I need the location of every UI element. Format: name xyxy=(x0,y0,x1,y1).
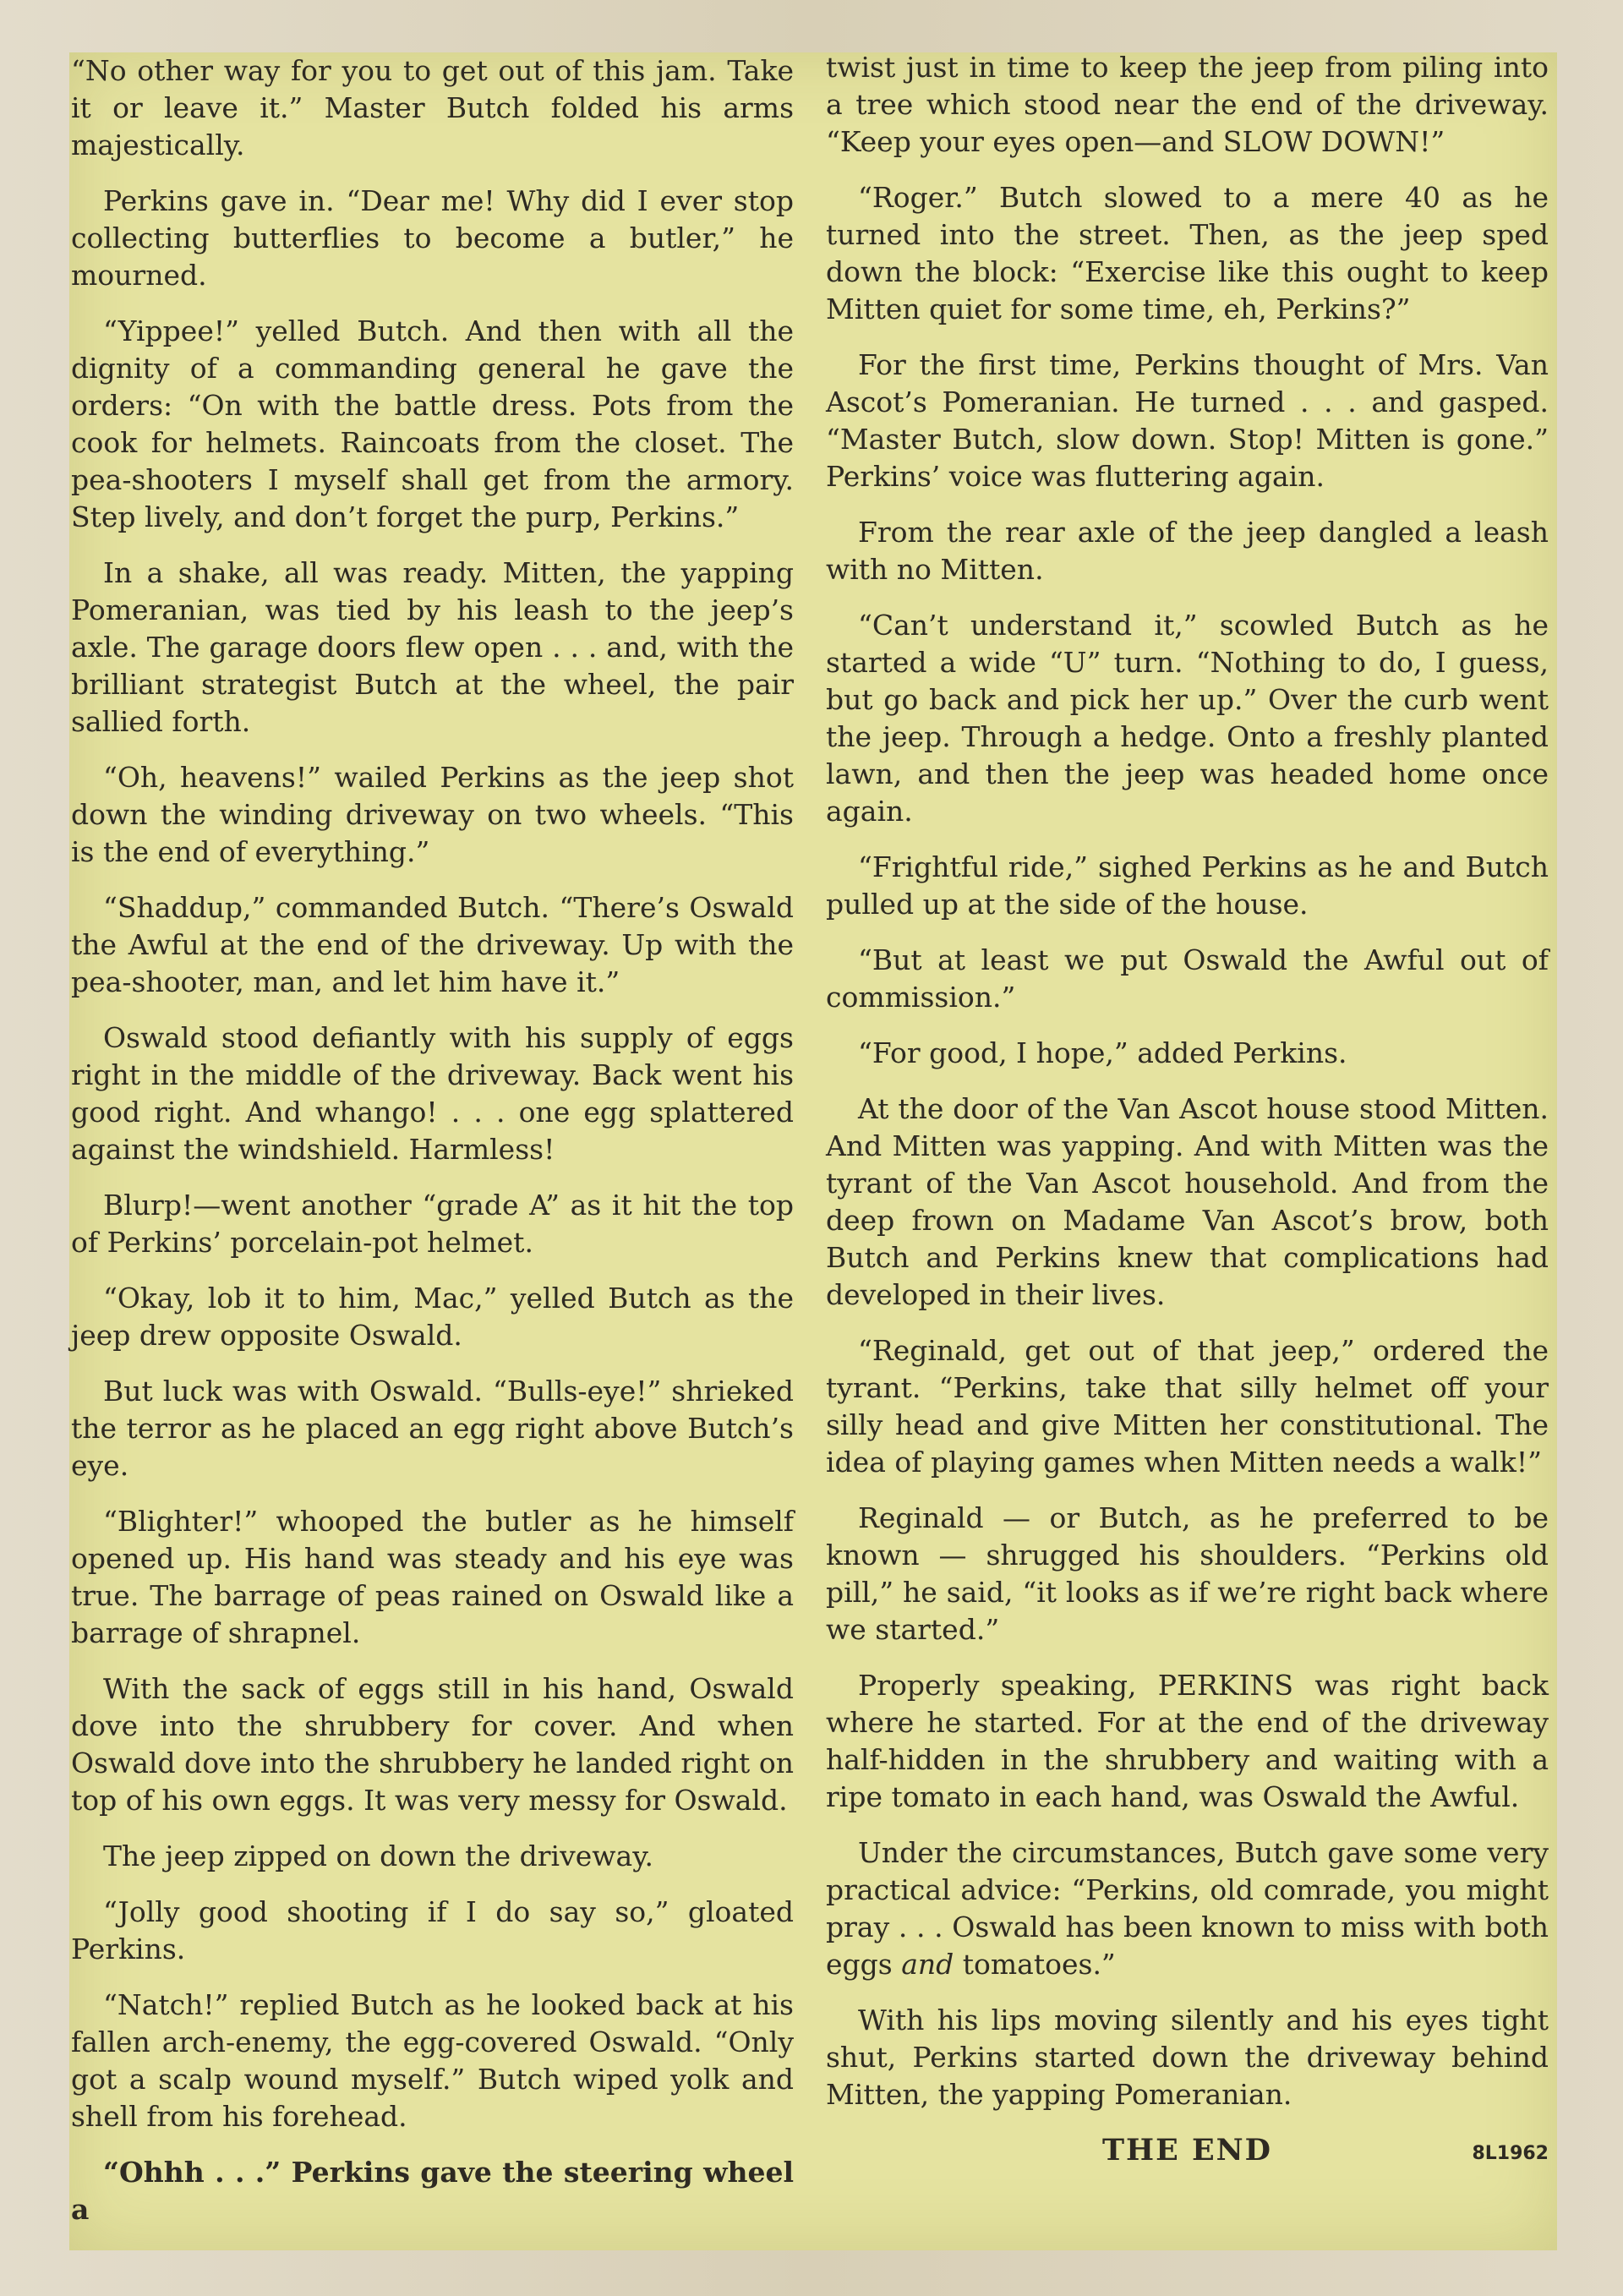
paragraph: “But at least we put Oswald the Awful out of commission.” xyxy=(826,943,1549,1014)
story-page xyxy=(69,52,1557,2250)
paragraph: “For good, I hope,” added Perkins. xyxy=(858,1036,1347,1069)
paragraph-closing: With his lips moving silently and his eyes tight shut, Perkins started down the driveway behind Mitten, the yapping Pomeranian. xyxy=(826,2004,1549,2111)
paragraph-continued: “Ohhh . . .” Perkins gave the steering wheel a xyxy=(71,2156,794,2226)
paragraph: Reginald — or Butch, as he preferred to be known — shrugged his shoulders. “Perkins old pill,” he said, “it looks as if we’re right back where we started.” xyxy=(826,1501,1549,1646)
paragraph: The jeep zipped on down the driveway. xyxy=(103,1840,653,1872)
paragraph: At the door of the Van Ascot house stood Mitten. And Mitten was yapping. And with Mitten was the tyrant of the Van Ascot household. And from the deep frown on Madame Van Ascot’s brow, both Butch and Perkins knew that complications had developed in their lives. xyxy=(826,1092,1549,1311)
right-column xyxy=(826,49,1549,2169)
paragraph: Oswald stood defiantly with his supply of eggs right in the middle of the driveway. Back went his good right. And whango! . . . one egg splattered against the windshield. Harmless! xyxy=(71,1021,794,1166)
paragraph: “Shaddup,” commanded Butch. “There’s Oswald the Awful at the end of the driveway. Up with the pea-shooter, man, and let him have it.” xyxy=(71,891,794,998)
paragraph: “No other way for you to get out of this jam. Take it or leave it.” Master Butch folded his arms majestically. xyxy=(71,54,794,161)
end-row xyxy=(826,2132,1549,2169)
paragraph: “Blighter!” whooped the butler as he himself opened up. His hand was steady and his eye was true. The barrage of peas rained on Oswald like a barrage of shrapnel. xyxy=(71,1505,794,1649)
paragraph: Properly speaking, PERKINS was right back where he started. For at the end of the driveway half-hidden in the shrubbery and waiting with a ripe tomato in each hand, was Oswald the Awful. xyxy=(826,1669,1549,1813)
paragraph: “Jolly good shooting if I do say so,” gloated Perkins. xyxy=(71,1895,794,1965)
paragraph-advice xyxy=(826,1834,1549,1983)
paragraph: “Oh, heavens!” wailed Perkins as the jeep shot down the winding driveway on two wheels. “This is the end of everything.” xyxy=(71,761,794,868)
page-code: 8L1962 xyxy=(1472,2143,1549,2164)
paragraph: “Okay, lob it to him, Mac,” yelled Butch as the jeep drew opposite Oswald. xyxy=(71,1282,794,1352)
paragraph-continuation: twist just in time to keep the jeep from piling into a tree which stood near the end of the driveway. “Keep your eyes open—and SLOW DOWN!” xyxy=(826,51,1549,158)
left-column xyxy=(71,52,794,2228)
advice-text: Under the circumstances, Butch gave some very practical advice: “Perkins, old comrade, you might pray . . . Oswald has been known to miss with both eggs xyxy=(826,1836,1549,1981)
end-title: THE END xyxy=(1102,2133,1272,2168)
paragraph: “Roger.” Butch slowed to a mere 40 as he turned into the street. Then, as the jeep sped down the block: “Exercise like this ought to keep Mitten quiet for some time, eh, Perkins?” xyxy=(826,181,1549,325)
paragraph: “Natch!” replied Butch as he looked back at his fallen arch-enemy, the egg-covered Oswald. “Only got a scalp wound myself.” Butch wiped yolk and shell from his forehead. xyxy=(71,1988,794,2133)
paragraph: In a shake, all was ready. Mitten, the yapping Pomeranian, was tied by his leash to the jeep’s axle. The garage doors flew open . . . and, with the brilliant strategist Butch at the wheel, the pair sallied forth. xyxy=(71,556,794,738)
advice-tail: tomatoes.” xyxy=(954,1948,1116,1981)
paragraph: But luck was with Oswald. “Bulls-eye!” shrieked the terror as he placed an egg right above Butch’s eye. xyxy=(71,1375,794,1482)
paragraph: Blurp!—went another “grade A” as it hit the top of Perkins’ porcelain-pot helmet. xyxy=(71,1189,794,1259)
paragraph: From the rear axle of the jeep dangled a leash with no Mitten. xyxy=(826,516,1549,586)
paragraph: With the sack of eggs still in his hand, Oswald dove into the shrubbery for cover. And when Oswald dove into the shrubbery he landed right on top of his own eggs. It was very messy for Oswald. xyxy=(71,1672,794,1817)
advice-emphasis: and xyxy=(901,1948,954,1981)
paragraph: “Frightful ride,” sighed Perkins as he and Butch pulled up at the side of the house. xyxy=(826,850,1549,921)
paragraph: For the first time, Perkins thought of Mrs. Van Ascot’s Pomeranian. He turned . . . and gasped. “Master Butch, slow down. Stop! Mitten is gone.” Perkins’ voice was fluttering again. xyxy=(826,348,1549,493)
paragraph: “Yippee!” yelled Butch. And then with all the dignity of a commanding general he gave the orders: “On with the battle dress. Pots from the cook for helmets. Raincoats from the closet. The pea-shooters I myself shall get from the armory. Step lively, and don’t forget the purp, Perkins.” xyxy=(71,314,794,533)
paragraph: “Reginald, get out of that jeep,” ordered the tyrant. “Perkins, take that silly helmet off your silly head and give Mitten her constitutional. The idea of playing games when Mitten needs a walk!” xyxy=(826,1334,1549,1479)
paragraph: “Can’t understand it,” scowled Butch as he started a wide “U” turn. “Nothing to do, I guess, but go back and pick her up.” Over the curb went the jeep. Through a hedge. Onto a freshly planted lawn, and then the jeep was headed home once again. xyxy=(826,609,1549,828)
paragraph: Perkins gave in. “Dear me! Why did I ever stop collecting butterflies to become a butler,” he mourned. xyxy=(71,184,794,292)
